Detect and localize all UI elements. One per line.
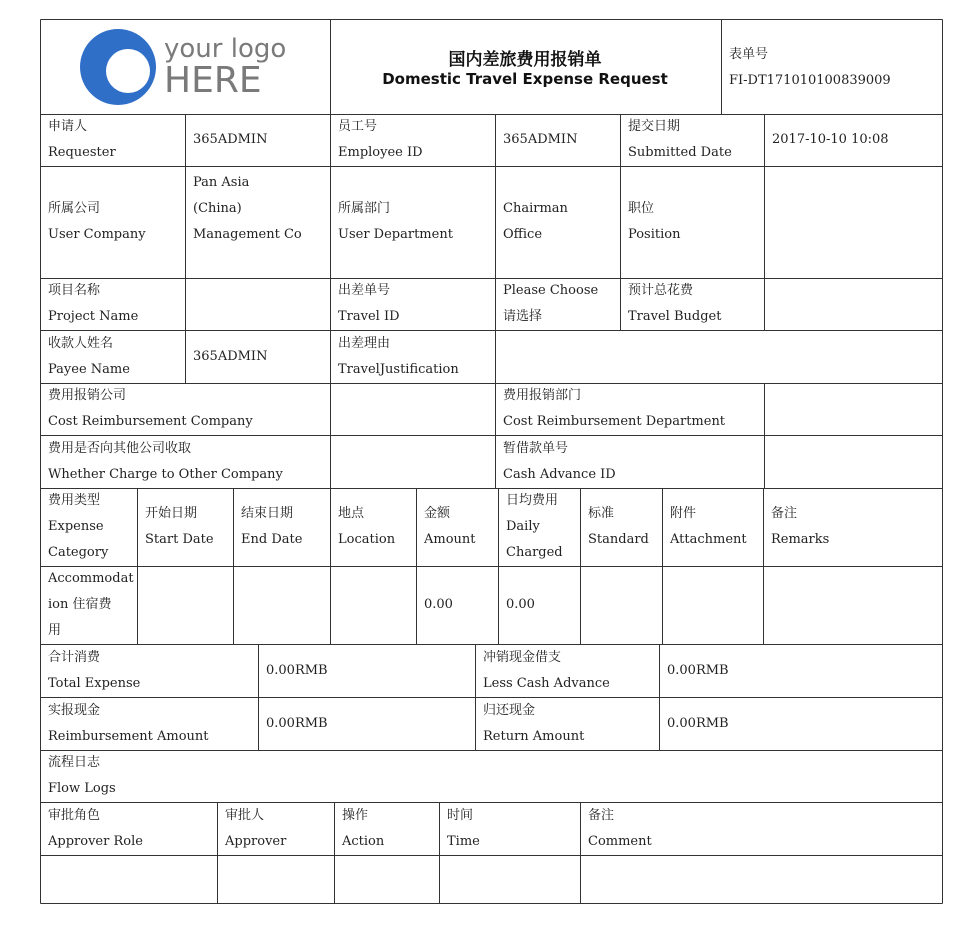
user-company-value: Pan Asia (China) Management Co: [193, 175, 302, 242]
expense-header-category: 费用类型 Expense Category: [48, 493, 109, 560]
expense-location: [330, 566, 416, 644]
expense-header-amount: 金额 Amount: [424, 506, 476, 547]
expense-header-attachment: 附件 Attachment: [670, 506, 747, 547]
flow-header-approver-role: 审批角色 Approver Role: [48, 807, 143, 849]
return-amount-value: 0.00RMB: [667, 715, 729, 731]
charge-other-value: [330, 435, 495, 488]
travel-justification-label: 出差理由 TravelJustification: [338, 335, 459, 377]
logo-line-1: your logo: [164, 34, 287, 64]
expense-header-daily-charged: 日均费用 Daily Charged: [506, 493, 563, 560]
cash-advance-id-value: [764, 435, 942, 488]
expense-category: Accommodat ion 住宿费 用: [48, 571, 134, 638]
total-expense-value: 0.00RMB: [266, 662, 328, 678]
less-cash-advance-value: 0.00RMB: [667, 662, 729, 678]
cash-advance-id-label: 暂借款单号 Cash Advance ID: [503, 440, 616, 482]
cost-company-value: [330, 383, 495, 435]
total-expense-label: 合计消费 Total Expense: [48, 649, 141, 691]
payee-name-value: 365ADMIN: [193, 348, 268, 364]
charge-other-label: 费用是否向其他公司收取 Whether Charge to Other Company: [48, 440, 283, 482]
user-company-label: 所属公司 User Company: [48, 201, 146, 242]
employee-id-value: 365ADMIN: [503, 132, 578, 147]
flow-header-comment: 备注 Comment: [588, 807, 652, 849]
return-amount-label: 归还现金 Return Amount: [483, 702, 585, 744]
form-title-chinese: 国内差旅费用报销单: [448, 50, 602, 70]
requester-label: 申请人 Requester: [48, 119, 116, 160]
user-department-label: 所属部门 User Department: [338, 201, 453, 242]
expense-start-date: [137, 566, 233, 644]
expense-attachment: [662, 566, 763, 644]
user-department-value: Chairman Office: [503, 201, 568, 242]
submitted-date-value: 2017-10-10 10:08: [772, 132, 889, 147]
project-name-label: 项目名称 Project Name: [48, 283, 139, 324]
expense-standard: [580, 566, 662, 644]
reimbursement-amount-label: 实报现金 Reimbursement Amount: [48, 702, 209, 744]
position-label: 职位 Position: [628, 201, 681, 242]
expense-amount: 0.00: [424, 597, 453, 612]
flow-header-time: 时间 Time: [447, 807, 480, 849]
project-name-value: [185, 278, 330, 330]
flow-role: [40, 855, 217, 903]
flow-header-approver: 审批人 Approver: [225, 807, 287, 849]
travel-budget-value: [764, 278, 942, 330]
flow-header-action: 操作 Action: [342, 807, 385, 849]
travel-id-select[interactable]: Please Choose 请选择: [503, 283, 599, 324]
expense-daily-charged: 0.00: [506, 597, 535, 612]
expense-header-start-date: 开始日期 Start Date: [145, 506, 214, 547]
expense-remarks: [763, 566, 942, 644]
form-number: [721, 42, 942, 94]
travel-budget-label: 预计总花费 Travel Budget: [628, 283, 722, 324]
employee-id-label: 员工号 Employee ID: [338, 119, 423, 160]
expense-end-date: [233, 566, 330, 644]
less-cash-advance-label: 冲销现金借支 Less Cash Advance: [483, 649, 610, 691]
logo-line-2: HERE: [164, 60, 262, 101]
requester-value: 365ADMIN: [193, 132, 268, 147]
expense-header-end-date: 结束日期 End Date: [241, 506, 303, 547]
expense-header-location: 地点 Location: [338, 506, 396, 547]
logo-circle-icon: [78, 27, 158, 107]
reimbursement-amount-value: 0.00RMB: [266, 715, 328, 731]
submitted-date-label: 提交日期 Submitted Date: [628, 119, 732, 160]
cost-department-label: 费用报销部门 Cost Reimbursement Department: [503, 388, 726, 429]
payee-name-label: 收款人姓名 Payee Name: [48, 335, 130, 377]
form-number-label: 表单号: [729, 47, 769, 62]
cost-department-value: [764, 383, 942, 435]
flow-time: [439, 855, 580, 903]
form-title-english: Domestic Travel Expense Request: [382, 70, 668, 88]
position-value: [764, 166, 942, 278]
travel-justification-value: [495, 330, 942, 383]
expense-header-remarks: 备注 Remarks: [771, 506, 830, 547]
travel-id-label: 出差单号 Travel ID: [338, 283, 400, 324]
form-number-value: FI-DT171010100839009: [729, 73, 891, 88]
cost-company-label: 费用报销公司 Cost Reimbursement Company: [48, 388, 253, 429]
expense-header-standard: 标准 Standard: [588, 506, 649, 547]
flow-approver: [217, 855, 334, 903]
flow-comment: [580, 855, 942, 903]
flow-logs-title: 流程日志 Flow Logs: [48, 755, 116, 796]
flow-action: [334, 855, 439, 903]
